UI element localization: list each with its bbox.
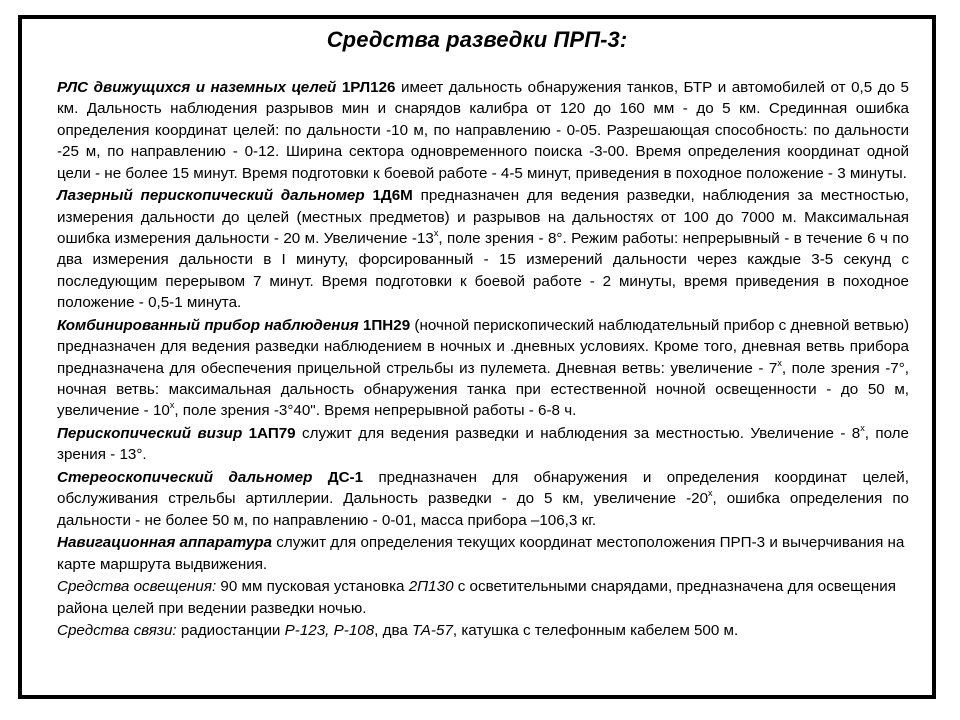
radar-heading: РЛС движущихся и наземных целей	[57, 79, 337, 96]
document-body	[57, 77, 909, 643]
observation-device-text-a: (ночной перископический наблюдательный прибор с дневной ветвью) предназначен для ведения разведки наблюдением в ночных и .дневных условиях. Кроме того, дневная ветвь прибора предназначена для обеспечения прицельной стрельбы из пулемета. Дневная ветвь: увеличение - 7	[57, 316, 909, 377]
magnification-sup: х	[860, 423, 865, 433]
magnification-sup: х	[433, 227, 439, 238]
observation-device-heading: Комбинированный прибор наблюдения	[57, 316, 359, 334]
laser-rangefinder-text-a: предназначен для ведения разведки, наблюдения за местностью, измерения дальности до целей (местных предметов) и разрывов на дальностях от 100 до 7000 м. Максимальная ошибка измерения дальности - 20 м. Увеличение -13	[57, 187, 909, 248]
laser-rangefinder-heading: Лазерный перископический дальномер	[57, 187, 365, 205]
laser-rangefinder-code: 1Д6М	[372, 187, 413, 205]
paragraph-communication	[57, 620, 909, 641]
stereo-rangefinder-text-a: предназначен для обнаружения и определения координат целей, обслуживания стрельбы артиллерии. Дальность разведки - до 5 км, увеличение -20	[57, 469, 909, 508]
illumination-code: 2П130	[408, 578, 454, 596]
paragraph-illumination	[57, 576, 909, 619]
illumination-text-b: с осветительными снарядами, предназначена для освещения района целей при ведении разведки ночью.	[57, 578, 897, 617]
paragraph-periscope-sight	[57, 423, 909, 466]
laser-rangefinder-text-b: , поле зрения - 8°. Режим работы: непрерывный - в течение 6 ч по два измерения дальности в I минуту, форсированный - 15 измерений дальности через каждые 3-5 секунд с последующим перерывом 7 минут. Время подготовки к боевой работе - 2 минуты, время приведения в походное положение - 0,5-1 минута.	[57, 230, 909, 312]
slide-frame	[18, 15, 936, 699]
radio-separator: ,	[325, 622, 334, 640]
illumination-heading: Средства освещения:	[57, 578, 217, 596]
paragraph-navigation	[57, 532, 909, 575]
navigation-text: служит для определения текущих координат местоположения ПРП-3 и вычерчивания на карте маршрута выдвижения.	[57, 534, 905, 573]
radar-text: имеет дальность обнаружения танков, БТР и автомобилей от 0,5 до 5 км. Дальность наблюдения разрывов мин и снарядов калибра от 120 до 160 мм - до 5 км. Срединная ошибка определения координат целей: по дальности -10 м, по направлению - 0-05. Разрешающая способность: по дальности -25 м, по направлению - 0-12. Ширина сектора одновременного поиска -3-00. Время определения координат одной цели - не более 15 минут. Время подготовки к боевой работе - 4-5 минут, приведения в походное положение - 3 минуты.	[57, 79, 909, 182]
navigation-heading: Навигационная аппаратура	[57, 534, 273, 552]
periscope-sight-text-a: служит для ведения разведки и наблюдения за местностью. Увеличение - 8	[295, 425, 861, 443]
illumination-text-a: 90 мм пусковая установка	[216, 578, 409, 596]
observation-device-text-b: , поле зрения -7°, ночная ветвь: максимальная дальность обнаружения танка при естественной ночной освещенности - до 50 м, увеличение - 10	[57, 359, 909, 420]
observation-device-text-c: , поле зрения -3°40". Время непрерывной работы - 6-8 ч.	[174, 402, 577, 420]
observation-device-code: 1ПН29	[362, 316, 411, 334]
paragraph-stereo-rangefinder	[57, 467, 909, 531]
communication-text-c: , катушка с телефонным кабелем 500 м.	[452, 622, 739, 640]
periscope-sight-text-b: , поле зрения - 13°.	[57, 425, 909, 464]
magnification-sup: х	[169, 400, 175, 411]
radar-code: 1РЛ126	[341, 79, 396, 96]
periscope-sight-heading: Перископический визир	[57, 425, 243, 443]
stereo-rangefinder-heading: Стереоскопический дальномер	[57, 469, 313, 487]
magnification-sup: х	[708, 488, 713, 499]
communication-text-b: , два	[374, 622, 413, 640]
stereo-rangefinder-code: ДС-1	[327, 469, 364, 487]
communication-heading: Средства связи:	[57, 622, 177, 640]
paragraph-laser-rangefinder	[57, 185, 909, 313]
phone-ta57: ТА-57	[412, 622, 453, 640]
page-title: Средства разведки ПРП-3:	[326, 27, 628, 52]
periscope-sight-code: 1АП79	[248, 425, 296, 443]
magnification-sup: х	[777, 357, 782, 368]
stereo-rangefinder-text-b: , ошибка определения по дальности - не более 50 м, по направлению - 0-01, масса прибора –106,3 кг.	[57, 490, 909, 529]
paragraph-observation-device	[57, 315, 909, 422]
paragraph-radar	[57, 77, 909, 184]
radio-r123: Р-123	[284, 622, 326, 640]
communication-text-a: радиостанции	[176, 622, 285, 640]
radio-r108: Р-108	[333, 622, 375, 640]
